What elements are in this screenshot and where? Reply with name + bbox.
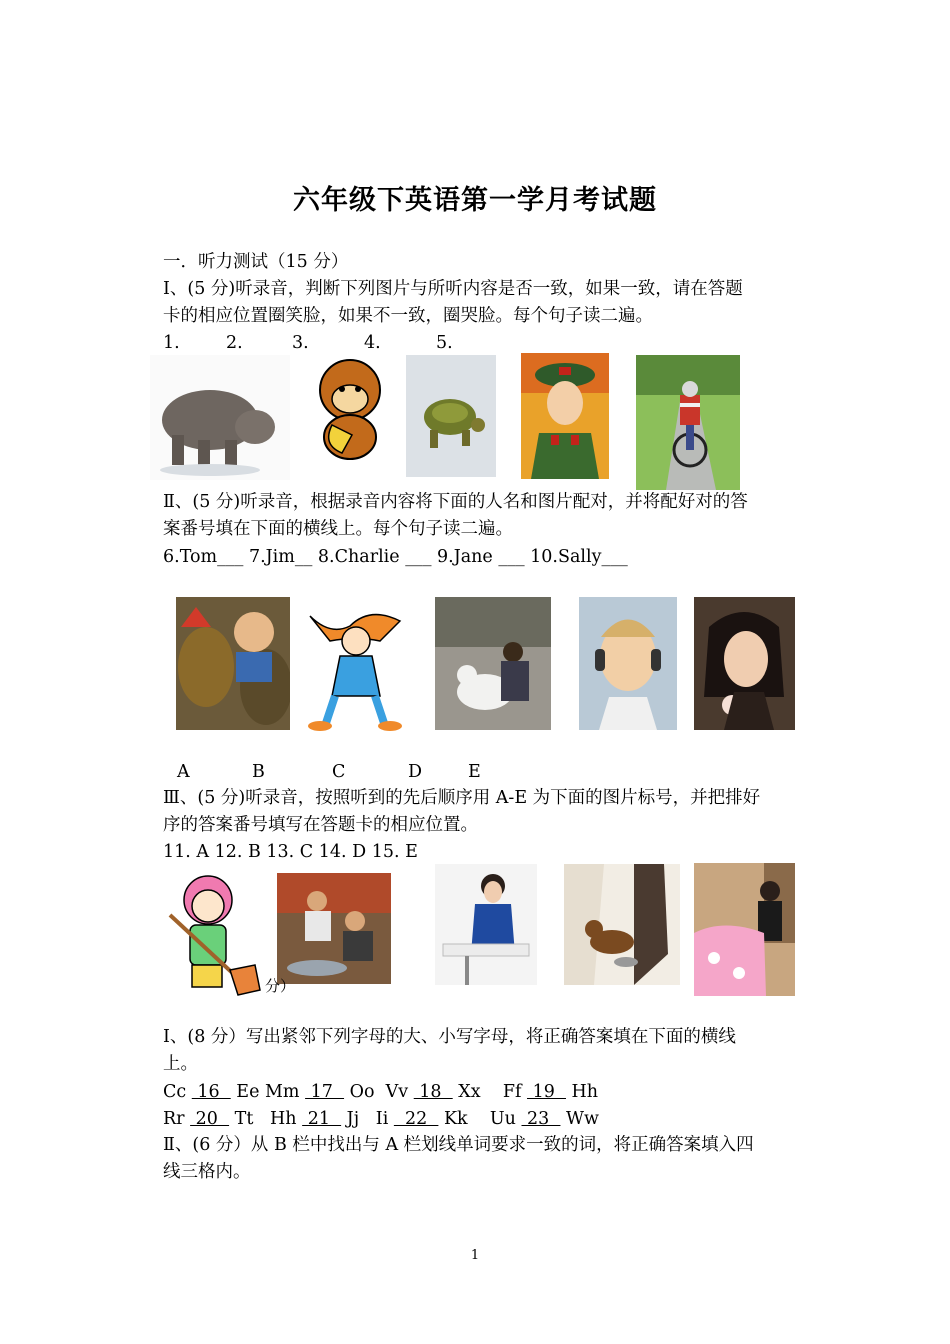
listening-heading: 一．听力测试（15 分） <box>163 252 349 272</box>
picture-letter-a: A <box>177 762 190 782</box>
letters-text: Hh <box>565 1082 599 1102</box>
name-match-items: 6.Tom___ 7.Jim__ 8.Charlie ___ 9.Jane ___ 10.Sally___ <box>163 547 628 567</box>
part3-instruction-line1: Ⅲ、(5 分)听录音，按照听到的先后顺序用 A-E 为下面的图片标号，并把排好 <box>163 788 761 808</box>
part1-instruction-line2: 卡的相应位置圈笑脸，如果不一致，圈哭脸。每个句子读二遍。 <box>163 306 653 326</box>
matching-instruction-line2: 线三格内。 <box>163 1162 251 1182</box>
letters-instruction-line2: 上。 <box>163 1054 198 1074</box>
men-washing-dishes-image <box>277 873 391 984</box>
letters-text: Rr <box>163 1109 191 1129</box>
girl-making-bed-image <box>694 863 795 996</box>
question-number-4: 4. <box>364 333 381 353</box>
answer-blank-22[interactable]: 22 <box>393 1109 439 1129</box>
boy-riding-bicycle-image <box>636 355 740 490</box>
letters-instruction-line1: Ⅰ、(8 分）写出紧邻下列字母的大、小写字母，将正确答案填在下面的横线 <box>163 1027 736 1047</box>
picture-letter-d: D <box>408 762 423 782</box>
answer-blank-21[interactable]: 21 <box>302 1109 342 1129</box>
page-title: 六年级下英语第一学月考试题 <box>293 185 657 216</box>
boy-with-dog-image <box>435 597 551 730</box>
answer-blank-23[interactable]: 23 <box>521 1109 561 1129</box>
picture-letter-e: E <box>468 762 481 782</box>
letters-text: Xx Ff <box>452 1082 528 1102</box>
picture-letter-b: B <box>252 762 265 782</box>
answer-blank-20[interactable]: 20 <box>190 1109 230 1129</box>
woman-ironing-image <box>435 864 537 985</box>
letters-text: Jj Ii <box>341 1109 394 1129</box>
question-number-2: 2. <box>226 333 243 353</box>
letters-text: Cc <box>163 1082 192 1102</box>
hippo-image <box>150 355 290 480</box>
question-number-1: 1. <box>163 333 180 353</box>
letters-text: Tt Hh <box>229 1109 303 1129</box>
answer-blank-19[interactable]: 19 <box>527 1082 566 1102</box>
monkey-banana-image <box>302 355 398 465</box>
turtle-image <box>406 355 496 477</box>
boy-with-headphones-image <box>579 597 677 730</box>
question-number-3: 3. <box>292 333 309 353</box>
clown-image <box>290 596 422 732</box>
part1-instruction-line1: Ⅰ、(5 分)听录音，判断下列图片与所听内容是否一致，如果一致，请在答题 <box>163 279 743 299</box>
letters-row-2 <box>163 1107 599 1131</box>
answer-blank-16[interactable]: 16 <box>191 1082 231 1102</box>
part2-instruction-line2: 案番号填在下面的横线上。每个句子读二遍。 <box>163 519 513 539</box>
boy-with-birds-image <box>176 597 292 730</box>
ordering-items: 11. A 12. B 13. C 14. D 15. E <box>163 842 418 862</box>
letters-text: Ee Mm <box>230 1082 306 1102</box>
matching-instruction-line1: Ⅱ、(6 分）从 B 栏中找出与 A 栏划线单词要求一致的词，将正确答案填入四 <box>163 1135 754 1155</box>
man-feeding-dog-image <box>564 864 680 985</box>
part3-instruction-line2: 序的答案番号填写在答题卡的相应位置。 <box>163 815 478 835</box>
page-number: 1 <box>470 1248 480 1263</box>
letters-text: Kk Uu <box>438 1109 522 1129</box>
girl-sweeping-image <box>160 870 264 997</box>
stray-score-text: 分） <box>265 977 296 995</box>
answer-blank-18[interactable]: 18 <box>413 1082 453 1102</box>
part2-instruction-line1: Ⅱ、(5 分)听录音，根据录音内容将下面的人名和图片配对，并将配好对的答 <box>163 492 748 512</box>
letters-text: Oo Vv <box>344 1082 414 1102</box>
soldier-woman-image <box>521 353 609 479</box>
letters-text: Ww <box>560 1109 599 1129</box>
woman-with-rose-image <box>694 597 795 730</box>
picture-letter-c: C <box>332 762 346 782</box>
question-number-5: 5. <box>436 333 453 353</box>
letters-row-1 <box>163 1080 598 1104</box>
answer-blank-17[interactable]: 17 <box>305 1082 345 1102</box>
